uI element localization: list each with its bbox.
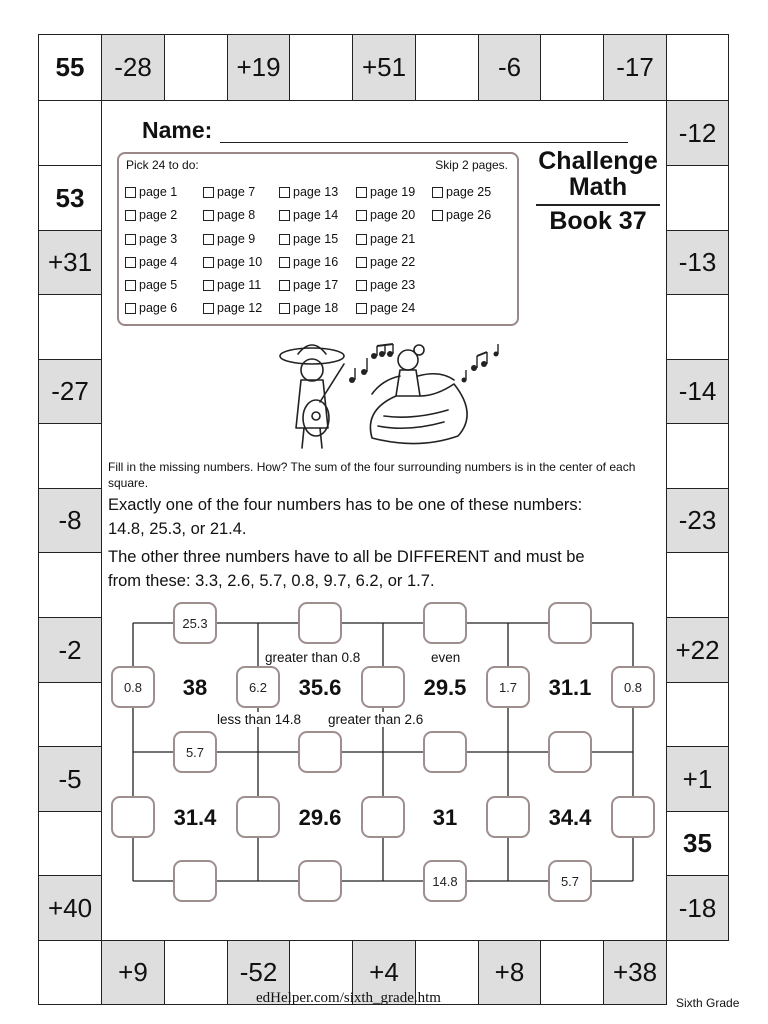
track-cell-bottom <box>38 940 102 1005</box>
instructions-rule-2-values: from these: 3.3, 2.6, 5.7, 0.8, 9.7, 6.2, or 1.7. <box>108 572 435 590</box>
page-checkbox-label: page 5 <box>139 278 178 292</box>
track-cell-top <box>540 34 604 101</box>
center-sum: 35.6 <box>298 675 342 700</box>
track-cell-right <box>666 165 729 231</box>
title-challenge: Challenge <box>538 147 658 175</box>
checkbox[interactable] <box>279 210 290 221</box>
page-checkbox-label: page 4 <box>139 255 178 269</box>
checkbox[interactable] <box>203 257 214 268</box>
page-checkbox-label: page 6 <box>139 301 178 315</box>
checkbox[interactable] <box>356 257 367 268</box>
page-checkbox-label: page 24 <box>370 301 416 315</box>
page-checkbox-item[interactable] <box>279 232 338 246</box>
page-checkbox-item[interactable] <box>125 232 177 246</box>
track-cell-left <box>38 294 102 360</box>
edge-number-box[interactable] <box>111 666 155 708</box>
edge-number-box[interactable] <box>298 860 342 902</box>
track-cell-right: -18 <box>666 875 729 941</box>
center-sum: 29.5 <box>423 675 467 700</box>
track-cell-right <box>666 682 729 747</box>
edge-number-box[interactable] <box>236 666 280 708</box>
edge-number-box[interactable] <box>298 602 342 644</box>
track-cell-right: -13 <box>666 230 729 295</box>
page-checkbox-label: page 19 <box>370 185 416 199</box>
page-checkbox-item[interactable] <box>125 185 177 199</box>
track-cell-right: -23 <box>666 488 729 553</box>
title-math: Math <box>568 173 628 201</box>
checkbox[interactable] <box>279 280 290 291</box>
track-cell-right: +22 <box>666 617 729 683</box>
box-clue-label: less than 14.8 <box>217 712 302 727</box>
track-cell-left <box>38 423 102 489</box>
checkbox[interactable] <box>125 210 136 221</box>
checkbox[interactable] <box>279 257 290 268</box>
page-checkbox-label: page 16 <box>293 255 339 269</box>
track-cell-left <box>38 552 102 618</box>
track-cell-right: 35 <box>666 811 729 876</box>
page-checkbox-item[interactable] <box>203 278 261 292</box>
checkbox[interactable] <box>203 210 214 221</box>
checkbox[interactable] <box>432 187 443 198</box>
checklist-pick-text: Pick 24 to do: <box>126 158 199 172</box>
checkbox[interactable] <box>356 303 367 314</box>
track-cell-bottom: +8 <box>478 940 541 1005</box>
instructions-rule-2: The other three numbers have to all be DIFFERENT and must be <box>108 548 585 566</box>
page-checkbox-label: page 23 <box>370 278 416 292</box>
page-checkbox-label: page 11 <box>217 278 262 292</box>
track-cell-bottom: -52 <box>227 940 290 1005</box>
page-checkbox-label: page 18 <box>293 301 339 315</box>
track-cell-left: +31 <box>38 230 102 295</box>
page-checkbox-item[interactable] <box>279 278 338 292</box>
page-checkbox-item[interactable] <box>279 301 338 315</box>
checkbox[interactable] <box>432 210 443 221</box>
track-cell-left: +40 <box>38 875 102 941</box>
center-sum: 38 <box>182 675 208 700</box>
page-checkbox-item[interactable] <box>203 208 255 222</box>
track-cell-left: -2 <box>38 617 102 683</box>
track-cell-right <box>666 423 729 489</box>
checkbox[interactable] <box>203 303 214 314</box>
track-cell-top: 55 <box>38 34 102 101</box>
page-checkbox-item[interactable] <box>203 232 255 246</box>
page-checkbox-label: page 15 <box>293 232 339 246</box>
page-checkbox-item[interactable] <box>279 185 338 199</box>
track-cell-left: -8 <box>38 488 102 553</box>
track-cell-left: -5 <box>38 746 102 812</box>
track-cell-top: -6 <box>478 34 541 101</box>
page-checkbox-label: page 8 <box>217 208 256 222</box>
center-sum: 31.1 <box>548 675 592 700</box>
center-sum: 29.6 <box>298 805 342 830</box>
center-sum: 31 <box>432 805 458 830</box>
page-checkbox-item[interactable] <box>356 255 415 269</box>
track-cell-top <box>289 34 353 101</box>
checkbox[interactable] <box>356 280 367 291</box>
checkbox[interactable] <box>279 234 290 245</box>
track-cell-left: -27 <box>38 359 102 424</box>
track-cell-bottom: +9 <box>101 940 165 1005</box>
track-cell-right: +1 <box>666 746 729 812</box>
page-checkbox-label: page 3 <box>139 232 178 246</box>
page-checkbox-label: page 10 <box>217 255 263 269</box>
page-checkbox-label: page 17 <box>293 278 339 292</box>
checkbox[interactable] <box>356 187 367 198</box>
name-write-line[interactable] <box>220 142 628 143</box>
page-checkbox-item[interactable] <box>125 255 177 269</box>
box-clue-label: even <box>431 650 461 665</box>
checkbox[interactable] <box>125 280 136 291</box>
page-checkbox-item[interactable] <box>125 278 177 292</box>
page-checkbox-label: page 20 <box>370 208 416 222</box>
page-checkbox-item[interactable] <box>203 185 255 199</box>
page-checkbox-item[interactable] <box>432 208 491 222</box>
checkbox[interactable] <box>203 234 214 245</box>
track-cell-bottom <box>540 940 604 1005</box>
track-cell-bottom: +4 <box>352 940 416 1005</box>
guitar-icon <box>303 400 329 436</box>
edge-number-box[interactable] <box>486 796 530 838</box>
page-checklist <box>117 152 519 326</box>
page-checkbox-item[interactable] <box>279 208 338 222</box>
dancers-illustration <box>268 340 504 452</box>
checkbox[interactable] <box>125 234 136 245</box>
page-checkbox-item[interactable] <box>356 232 415 246</box>
instructions-intro: Fill in the missing numbers. How? The sum of the four surrounding numbers is in the center of each square. <box>108 460 636 490</box>
page-checkbox-label: page 22 <box>370 255 416 269</box>
page-checkbox-label: page 25 <box>446 185 492 199</box>
page-checkbox-label: page 9 <box>217 232 256 246</box>
edge-number-box[interactable] <box>111 796 155 838</box>
page-checkbox-label: page 21 <box>370 232 416 246</box>
page-checkbox-label: page 13 <box>293 185 339 199</box>
page-checkbox-label: page 12 <box>217 301 263 315</box>
edge-number-box[interactable] <box>361 796 405 838</box>
edge-number-box[interactable] <box>361 666 405 708</box>
footer-site: edHelper.com/sixth_grade.htm <box>256 990 441 1006</box>
checkbox[interactable] <box>356 234 367 245</box>
sombrero-brim-icon <box>280 348 344 364</box>
track-cell-top <box>415 34 479 101</box>
checkbox[interactable] <box>125 257 136 268</box>
center-sum: 31.4 <box>173 805 217 830</box>
instructions-rule-1: Exactly one of the four numbers has to be one of these numbers: <box>108 496 583 514</box>
checkbox[interactable] <box>279 187 290 198</box>
sombrero-crown-icon <box>298 345 326 354</box>
track-cell-top <box>164 34 228 101</box>
edge-number-box[interactable] <box>173 602 217 644</box>
checkbox[interactable] <box>203 187 214 198</box>
checkbox[interactable] <box>203 280 214 291</box>
instructions-rule-1-values: 14.8, 25.3, or 21.4. <box>108 520 247 538</box>
page-checkbox-item[interactable] <box>356 301 415 315</box>
footer-grade: Sixth Grade <box>676 996 740 1010</box>
box-clue-label: greater than 2.6 <box>328 712 424 727</box>
track-cell-left <box>38 100 102 166</box>
edge-number-box[interactable] <box>611 666 655 708</box>
track-cell-right: -14 <box>666 359 729 424</box>
track-cell-top: +19 <box>227 34 290 101</box>
page-checkbox-item[interactable] <box>356 278 415 292</box>
name-label: Name: <box>142 117 213 143</box>
edge-number-box[interactable] <box>423 602 467 644</box>
page-checkbox-item[interactable] <box>203 301 262 315</box>
page-checkbox-label: page 1 <box>139 185 178 199</box>
page-checkbox-item[interactable] <box>125 208 177 222</box>
track-cell-top: -17 <box>603 34 667 101</box>
track-cell-right <box>666 552 729 618</box>
edge-number-box[interactable] <box>548 602 592 644</box>
track-cell-right: -12 <box>666 100 729 166</box>
page-checkbox-label: page 14 <box>293 208 339 222</box>
edge-number-box[interactable] <box>423 731 467 773</box>
page-checkbox-item[interactable] <box>125 301 177 315</box>
page-checkbox-label: page 7 <box>217 185 256 199</box>
edge-number-box[interactable] <box>423 860 467 902</box>
page-checkbox-item[interactable] <box>432 185 491 199</box>
track-cell-bottom <box>164 940 228 1005</box>
checkbox[interactable] <box>356 210 367 221</box>
checkbox[interactable] <box>279 303 290 314</box>
book-number: Book 37 <box>549 207 647 235</box>
track-cell-left: 53 <box>38 165 102 231</box>
edge-number-box[interactable] <box>611 796 655 838</box>
guitarist-head-icon <box>301 359 323 381</box>
edge-number-box[interactable] <box>298 731 342 773</box>
page-checkbox-item[interactable] <box>356 208 415 222</box>
page-checkbox-item[interactable] <box>356 185 415 199</box>
page-checkbox-item[interactable] <box>279 255 338 269</box>
edge-number-box[interactable] <box>548 731 592 773</box>
track-cell-left <box>38 682 102 747</box>
edge-number-box[interactable] <box>548 860 592 902</box>
track-cell-bottom: +38 <box>603 940 667 1005</box>
track-cell-top: +51 <box>352 34 416 101</box>
center-sum: 34.4 <box>548 805 592 830</box>
box-clue-label: greater than 0.8 <box>265 650 361 665</box>
track-cell-top: -28 <box>101 34 165 101</box>
checkbox[interactable] <box>125 303 136 314</box>
checklist-skip-text: Skip 2 pages. <box>435 158 508 172</box>
track-cell-top <box>666 34 729 101</box>
track-cell-left <box>38 811 102 876</box>
edge-number-box[interactable] <box>173 860 217 902</box>
edge-number-box[interactable] <box>236 796 280 838</box>
page-checkbox-item[interactable] <box>203 255 262 269</box>
page-checkbox-label: page 26 <box>446 208 492 222</box>
edge-number-box[interactable] <box>486 666 530 708</box>
edge-number-box[interactable] <box>173 731 217 773</box>
checkbox[interactable] <box>125 187 136 198</box>
page-checkbox-label: page 2 <box>139 208 178 222</box>
title-block <box>528 148 668 236</box>
track-cell-right <box>666 294 729 360</box>
